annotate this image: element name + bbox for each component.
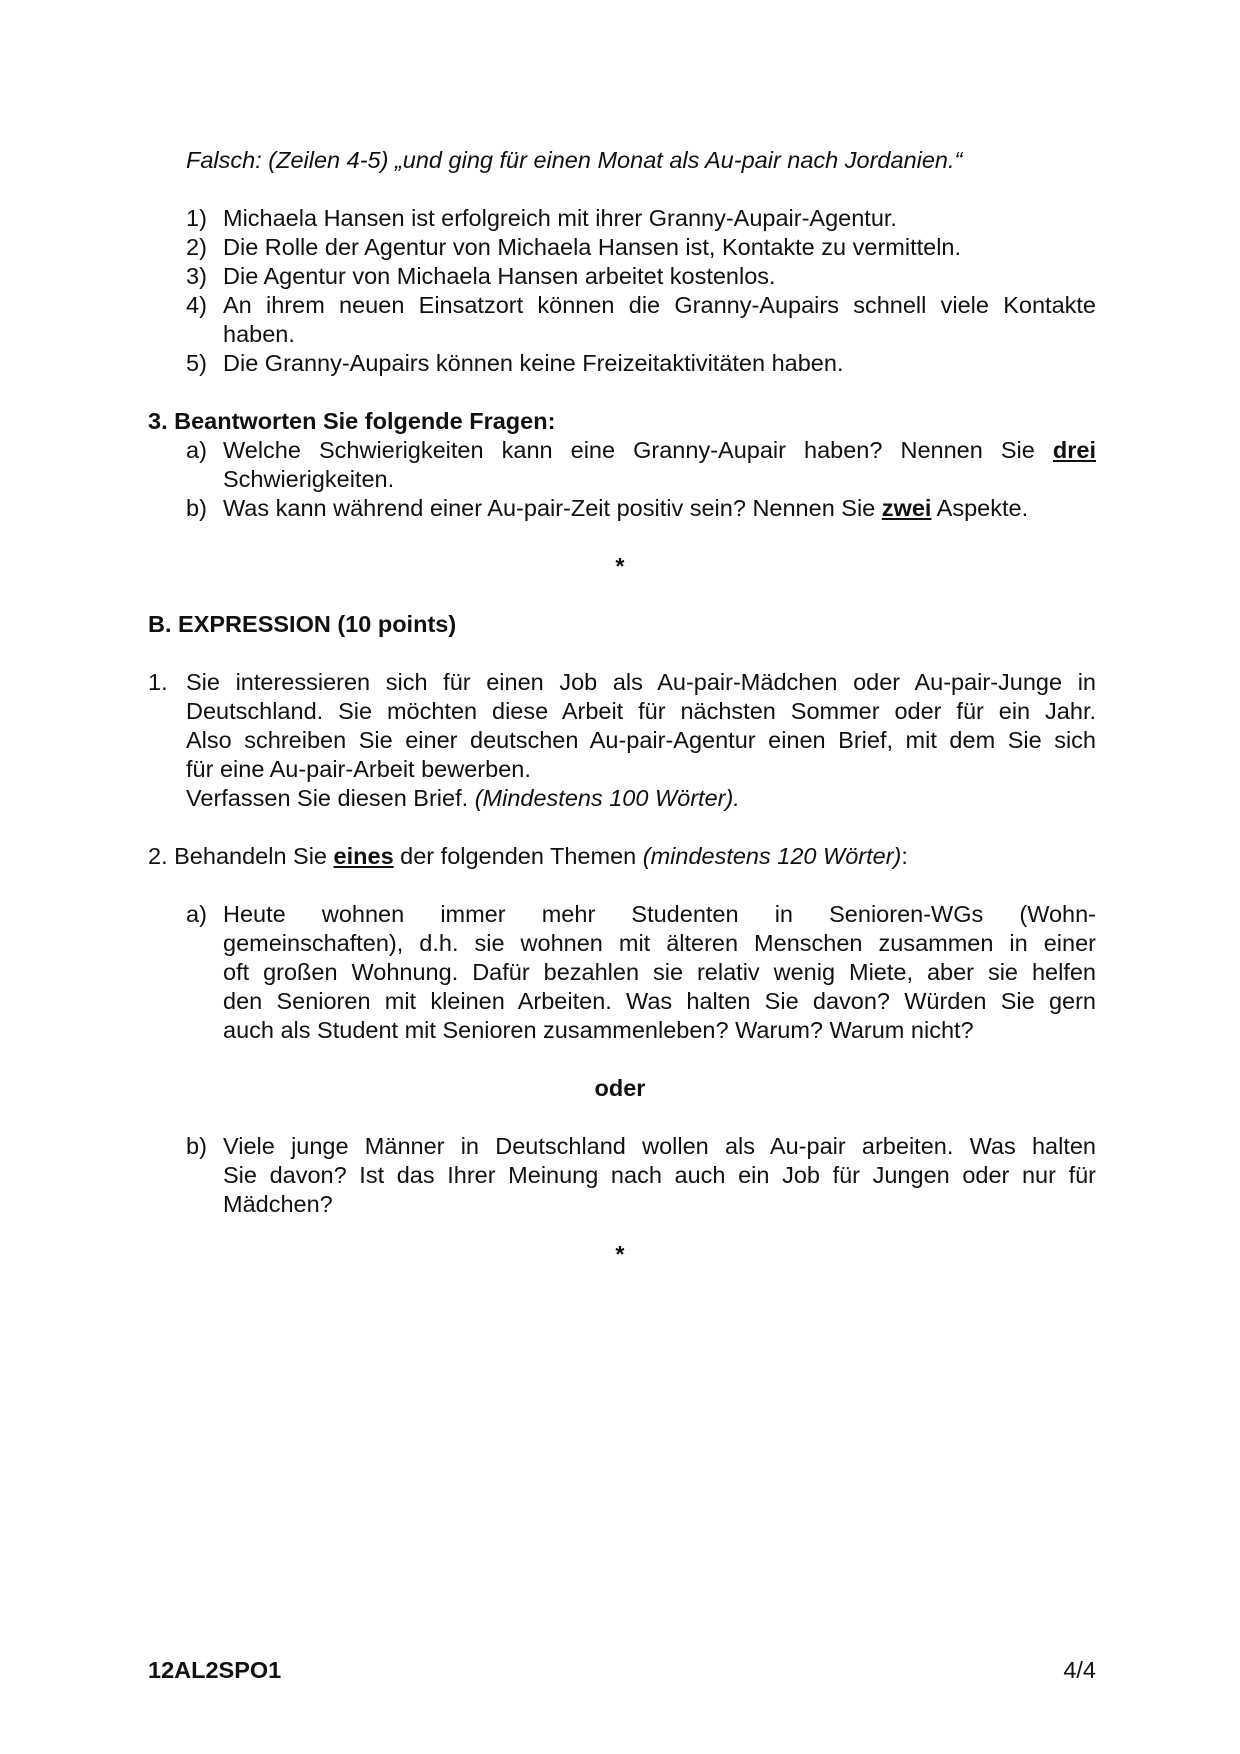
topic-b-line: Viele junge Männer in Deutschland wollen als Au-pair arbeiten. Was halten — [223, 1133, 1096, 1159]
task-1-instruction-text: Verfassen Sie diesen Brief. — [186, 785, 469, 811]
topic-label: b) — [186, 1133, 207, 1159]
task-2-intro — [148, 842, 908, 871]
question-label: a) — [186, 437, 207, 463]
statement-number: 5) — [186, 350, 207, 376]
intro-quote: „und ging für einen Monat als Au-pair nach Jordanien.“ — [394, 147, 963, 173]
task-1-line: Sie interessieren sich für einen Job als Au-pair-Mädchen oder Au-pair-Junge in — [186, 669, 1096, 695]
task-2-word-count: (mindestens 120 Wörter) — [642, 843, 902, 869]
task-2-colon: : — [901, 843, 908, 869]
topic-a-line: auch als Student mit Senioren zusammenleben? Warum? Warum nicht? — [223, 1017, 974, 1043]
or-divider: oder — [594, 1075, 646, 1101]
statement-text-line2: haben. — [223, 321, 295, 347]
statement-text: Die Granny-Aupairs können keine Freizeitaktivitäten haben. — [223, 350, 844, 376]
statement-number: 4) — [186, 292, 207, 318]
intro-reference: (Zeilen 4-5) — [268, 147, 389, 173]
task-2-text: 2. Behandeln Sie — [148, 843, 328, 869]
topic-label: a) — [186, 901, 207, 927]
section-3-heading: 3. Beantworten Sie folgende Fragen: — [148, 408, 556, 434]
question-a-line2: Schwierigkeiten. — [223, 466, 395, 492]
topic-b-line: Mädchen? — [223, 1191, 333, 1217]
intro-line — [186, 146, 962, 175]
statement-number: 2) — [186, 234, 207, 260]
statement-text-line1: An ihrem neuen Einsatzort können die Granny-Aupairs schnell viele Kontakte — [223, 292, 1096, 318]
expression-heading: B. EXPRESSION (10 points) — [148, 611, 457, 637]
page-number: 4/4 — [1063, 1657, 1096, 1683]
emphasis-drei: drei — [1052, 437, 1096, 463]
question-b-text: Was kann während einer Au-pair-Zeit positiv sein? Nennen Sie — [223, 495, 876, 521]
statement-text: Die Agentur von Michaela Hansen arbeitet kostenlos. — [223, 263, 776, 289]
emphasis-zwei: zwei — [881, 495, 932, 521]
topic-a-line: Heute wohnen immer mehr Studenten in Senioren-WGs (Wohn- — [223, 901, 1096, 927]
question-b-line — [223, 494, 1096, 523]
question-a-text: Welche Schwierigkeiten kann eine Granny-Aupair haben? Nennen Sie — [223, 437, 1035, 463]
task-1-line: Deutschland. Sie möchten diese Arbeit für nächsten Sommer oder für ein Jahr. — [186, 698, 1096, 724]
topic-a-line: den Senioren mit kleinen Arbeiten. Was halten Sie davon? Würden Sie gern — [223, 988, 1096, 1014]
question-label: b) — [186, 495, 207, 521]
topic-b-line: Sie davon? Ist das Ihrer Meinung nach auch ein Job für Jungen oder nur für — [223, 1162, 1096, 1188]
task-1-word-count: (Mindestens 100 Wörter). — [474, 785, 740, 811]
topic-a-line: gemeinschaften), d.h. sie wohnen mit älteren Menschen zusammen in einer — [223, 930, 1096, 956]
emphasis-eines: eines — [333, 843, 394, 869]
separator-asterisk: * — [615, 1241, 625, 1267]
statement-number: 3) — [186, 263, 207, 289]
statement-text: Michaela Hansen ist erfolgreich mit ihrer Granny-Aupair-Agentur. — [223, 205, 897, 231]
statement-text: Die Rolle der Agentur von Michaela Hansen ist, Kontakte zu vermitteln. — [223, 234, 962, 260]
separator-asterisk: * — [615, 553, 625, 579]
task-2-text-mid: der folgenden Themen — [400, 843, 637, 869]
task-1-instruction — [186, 784, 1096, 813]
topic-a-line: oft großen Wohnung. Dafür bezahlen sie relativ wenig Miete, aber sie helfen — [223, 959, 1096, 985]
question-b-text-end: Aspekte. — [936, 495, 1029, 521]
question-a-line1 — [223, 436, 1096, 465]
task-1-number: 1. — [148, 669, 168, 695]
statement-number: 1) — [186, 205, 207, 231]
intro-label: Falsch: — [186, 147, 262, 173]
task-1-line: für eine Au-pair-Arbeit bewerben. — [186, 756, 531, 782]
footer-code: 12AL2SPO1 — [148, 1657, 282, 1683]
task-1-line: Also schreiben Sie einer deutschen Au-pair-Agentur einen Brief, mit dem Sie sich — [186, 727, 1096, 753]
